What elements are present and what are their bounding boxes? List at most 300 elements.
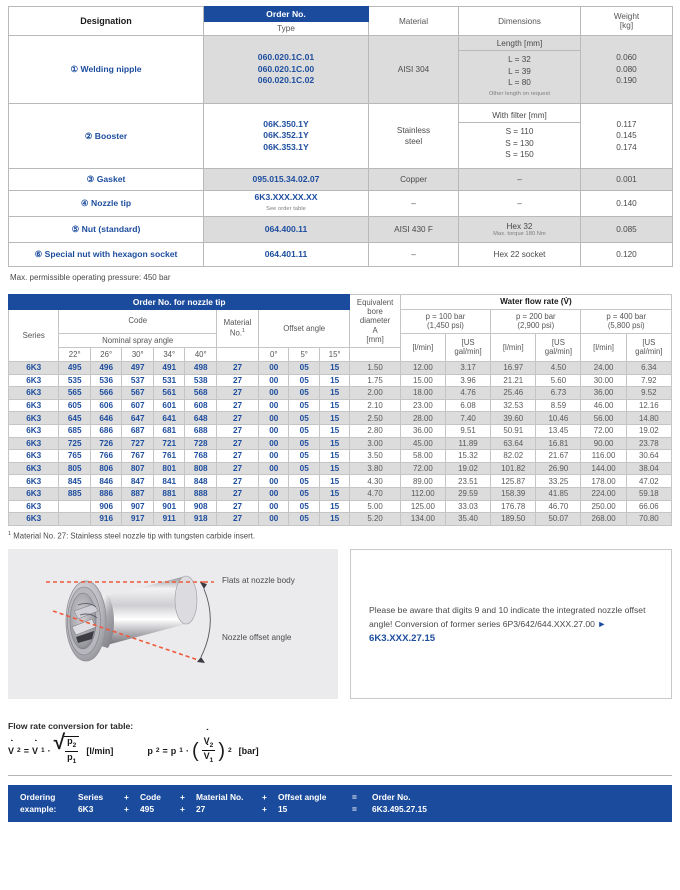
row-dimensions (459, 104, 581, 169)
cell-offset-15°: 15 (319, 437, 349, 450)
table-row (9, 412, 672, 425)
cell-code-26°: 686 (90, 424, 122, 437)
cell-flow-100-galmin: 19.02 (445, 462, 490, 475)
th-nominal-spray-angle: Nominal spray angle (59, 333, 217, 348)
order-no: 6K3.XXX.XX.XX (254, 192, 318, 202)
table-row (9, 362, 672, 375)
ordering-value-order-no: 6K3.495.27.15 (372, 804, 427, 815)
ordering-head-material: Material No. (196, 792, 244, 803)
row-designation: ⑥ Special nut with hexagon socket (9, 243, 204, 267)
cell-code-22° (59, 500, 91, 513)
th-offset-angle: Offset angle (259, 309, 350, 348)
th-weight-unit: [kg] (619, 21, 634, 30)
th-spray-angle-30: 30° (122, 348, 154, 362)
cell-series: 6K3 (9, 362, 59, 375)
cell-flow-200-galmin: 5.60 (536, 374, 581, 387)
order-table-head (9, 295, 672, 362)
cell-material-no: 27 (217, 399, 259, 412)
cell-flow-400-galmin: 12.16 (626, 399, 671, 412)
cell-flow-400-lmin: 24.00 (581, 362, 626, 375)
row-designation: ④ Nozzle tip (9, 191, 204, 217)
table-row (9, 475, 672, 488)
cell-flow-400-lmin: 72.00 (581, 424, 626, 437)
ordering-head-code: Code (140, 792, 161, 803)
th-unit-galmin-100: [US gal/min] (445, 333, 490, 362)
dim-note: Max. torque 180 Nm (493, 231, 546, 237)
cell-material-no: 27 (217, 513, 259, 526)
arrow-icon: ► (597, 618, 607, 629)
cell-bore-diameter: 4.70 (350, 487, 400, 500)
cell-flow-400-galmin: 66.06 (626, 500, 671, 513)
row-designation: ② Booster (9, 104, 204, 169)
table-row (9, 169, 673, 191)
cell-flow-100-lmin: 12.00 (400, 362, 445, 375)
weight-value: 0.060 (616, 53, 637, 63)
row-designation: ⑤ Nut (standard) (9, 217, 204, 243)
cell-flow-200-galmin: 10.46 (536, 412, 581, 425)
order-no: 06K.353.1Y (263, 141, 309, 152)
table-row (9, 387, 672, 400)
cell-material-no: 27 (217, 450, 259, 463)
cell-offset-5°: 05 (289, 450, 319, 463)
cell-flow-100-galmin: 23.51 (445, 475, 490, 488)
cell-code-34°: 721 (153, 437, 185, 450)
cell-material-no: 27 (217, 374, 259, 387)
cell-flow-400-galmin: 30.64 (626, 450, 671, 463)
weight-value: 0.190 (616, 76, 637, 86)
cell-flow-200-galmin: 33.25 (536, 475, 581, 488)
material-footnote: $^1$ Material No. 27: Stainless steel nozzle tip with tungsten carbide insert. (8, 530, 256, 541)
label-flats-at-nozzle-body: Flats at nozzle body (222, 576, 295, 586)
cell-code-34°: 641 (153, 412, 185, 425)
cell-flow-100-lmin: 89.00 (400, 475, 445, 488)
cell-bore-diameter: 1.50 (350, 362, 400, 375)
weight-value: 0.145 (616, 131, 637, 141)
th-designation: Designation (9, 7, 204, 36)
cell-offset-5°: 05 (289, 387, 319, 400)
cell-bore-diameter: 3.00 (350, 437, 400, 450)
cell-code-40°: 498 (185, 362, 217, 375)
cell-flow-400-lmin: 116.00 (581, 450, 626, 463)
cell-code-34°: 881 (153, 487, 185, 500)
ordering-value-material: 27 (196, 804, 206, 815)
cell-flow-100-lmin: 58.00 (400, 450, 445, 463)
th-spray-angle-22: 22° (59, 348, 91, 362)
cell-offset-0°: 00 (259, 462, 289, 475)
cell-offset-5°: 05 (289, 513, 319, 526)
cell-flow-200-galmin: 46.70 (536, 500, 581, 513)
dim-value: Hex 32 (506, 222, 533, 231)
cell-offset-5°: 05 (289, 424, 319, 437)
th-pressure-400: p = 400 bar (5,800 psi) (581, 309, 672, 333)
ordering-label-1: Ordering (20, 792, 56, 803)
cell-flow-200-lmin: 32.53 (491, 399, 536, 412)
square-root-icon: √ $\frac{p_2}{p_1}$ (54, 736, 80, 765)
cell-flow-100-lmin: 28.00 (400, 412, 445, 425)
table-row (9, 462, 672, 475)
row-designation: ③ Gasket (9, 169, 204, 191)
cell-code-22°: 885 (59, 487, 91, 500)
cell-offset-15°: 15 (319, 399, 349, 412)
cell-code-26°: 846 (90, 475, 122, 488)
figure-and-notice-row (8, 549, 672, 699)
weight-value: 0.080 (616, 64, 637, 74)
ordering-plus-4: + (124, 804, 129, 815)
cell-code-40°: 728 (185, 437, 217, 450)
th-unit-galmin-200: [US gal/min] (536, 333, 581, 362)
cell-bore-diameter: 5.00 (350, 500, 400, 513)
th-weight (581, 7, 673, 36)
cell-flow-200-galmin: 16.81 (536, 437, 581, 450)
notice-box (350, 549, 672, 699)
cell-flow-400-lmin: 90.00 (581, 437, 626, 450)
row-order-numbers (204, 191, 369, 217)
row-dimensions: Hex 22 socket (459, 243, 581, 267)
row-dimensions: – (459, 169, 581, 191)
th-group-order-no: Order No. for nozzle tip (9, 295, 350, 310)
cell-offset-15°: 15 (319, 513, 349, 526)
ordering-plus-1: + (124, 792, 129, 803)
cell-flow-100-lmin: 36.00 (400, 424, 445, 437)
cell-code-30°: 647 (122, 412, 154, 425)
cell-offset-0°: 00 (259, 487, 289, 500)
cell-bore-diameter: 4.30 (350, 475, 400, 488)
cell-series: 6K3 (9, 500, 59, 513)
cell-series: 6K3 (9, 412, 59, 425)
th-weight-label: Weight (613, 12, 640, 21)
cell-series: 6K3 (9, 399, 59, 412)
cell-offset-0°: 00 (259, 500, 289, 513)
row-material: Stainless steel (369, 104, 459, 169)
cell-flow-200-lmin: 63.64 (491, 437, 536, 450)
th-unit-lmin-100: [l/min] (400, 333, 445, 362)
cell-offset-0°: 00 (259, 450, 289, 463)
cell-flow-400-lmin: 56.00 (581, 412, 626, 425)
cell-flow-100-galmin: 35.40 (445, 513, 490, 526)
label-nozzle-offset-angle: Nozzle offset angle (222, 633, 292, 643)
cell-flow-400-galmin: 47.02 (626, 475, 671, 488)
cell-code-30°: 887 (122, 487, 154, 500)
cell-flow-200-galmin: 6.73 (536, 387, 581, 400)
cell-flow-200-lmin: 25.46 (491, 387, 536, 400)
cell-flow-200-galmin: 26.90 (536, 462, 581, 475)
operating-pressure-note: Max. permissible operating pressure: 450 bar (10, 273, 171, 282)
ordering-value-offset: 15 (278, 804, 288, 815)
cell-code-30°: 497 (122, 362, 154, 375)
cell-flow-100-lmin: 23.00 (400, 399, 445, 412)
dim-value: S = 130 (505, 138, 534, 148)
cell-offset-0°: 00 (259, 387, 289, 400)
cell-offset-15°: 15 (319, 362, 349, 375)
cell-material-no: 27 (217, 424, 259, 437)
row-material: AISI 430 F (369, 217, 459, 243)
ordering-head-offset: Offset angle (278, 792, 327, 803)
th-spray-angle-40: 40° (185, 348, 217, 362)
row-weight (581, 36, 673, 104)
cell-bore-diameter: 2.10 (350, 399, 400, 412)
cell-offset-15°: 15 (319, 424, 349, 437)
th-unit-lmin-200: [l/min] (491, 333, 536, 362)
cell-series: 6K3 (9, 475, 59, 488)
cell-flow-200-lmin: 176.78 (491, 500, 536, 513)
cell-code-34°: 901 (153, 500, 185, 513)
dim-header: Length [mm] (459, 37, 580, 51)
row-weight: 0.085 (581, 217, 673, 243)
cell-flow-400-lmin: 46.00 (581, 399, 626, 412)
cell-offset-0°: 00 (259, 437, 289, 450)
cell-offset-5°: 05 (289, 412, 319, 425)
cell-flow-400-galmin: 6.34 (626, 362, 671, 375)
cell-code-22°: 805 (59, 462, 91, 475)
cell-flow-400-lmin: 144.00 (581, 462, 626, 475)
ordering-plus-6: + (262, 804, 267, 815)
table-row (9, 424, 672, 437)
row-material: Copper (369, 169, 459, 191)
th-material: Material (369, 7, 459, 36)
cell-flow-200-lmin: 50.91 (491, 424, 536, 437)
cell-flow-100-lmin: 112.00 (400, 487, 445, 500)
cell-code-40°: 538 (185, 374, 217, 387)
dim-value: L = 39 (508, 66, 531, 76)
cell-flow-200-lmin: 16.97 (491, 362, 536, 375)
cell-code-34°: 841 (153, 475, 185, 488)
cell-flow-400-lmin: 36.00 (581, 387, 626, 400)
order-no: 060.020.1C.01 (257, 52, 315, 63)
table-row (9, 500, 672, 513)
ordering-plus-3: + (262, 792, 267, 803)
ordering-head-series: Series (78, 792, 104, 803)
cell-flow-200-galmin: 50.07 (536, 513, 581, 526)
components-table (8, 6, 673, 267)
cell-code-40°: 688 (185, 424, 217, 437)
cell-code-22°: 495 (59, 362, 91, 375)
cell-flow-400-lmin: 178.00 (581, 475, 626, 488)
cell-code-40°: 848 (185, 475, 217, 488)
table-row (9, 399, 672, 412)
cell-offset-5°: 05 (289, 399, 319, 412)
cell-series: 6K3 (9, 513, 59, 526)
cell-code-26°: 766 (90, 450, 122, 463)
row-order-numbers: 095.015.34.02.07 (204, 169, 369, 191)
cell-flow-200-lmin: 82.02 (491, 450, 536, 463)
ordering-value-row (20, 803, 427, 815)
cell-code-34°: 681 (153, 424, 185, 437)
cell-flow-400-lmin: 250.00 (581, 500, 626, 513)
cell-flow-100-galmin: 9.51 (445, 424, 490, 437)
cell-flow-100-galmin: 6.08 (445, 399, 490, 412)
order-number-table (8, 294, 672, 526)
cell-bore-diameter: 3.80 (350, 462, 400, 475)
cell-code-34°: 801 (153, 462, 185, 475)
cell-flow-400-galmin: 38.04 (626, 462, 671, 475)
dim-values (459, 123, 580, 163)
cell-code-26°: 806 (90, 462, 122, 475)
row-order-numbers (204, 36, 369, 104)
row-dimensions (459, 217, 581, 243)
cell-code-34°: 761 (153, 450, 185, 463)
cell-offset-0°: 00 (259, 513, 289, 526)
cell-series: 6K3 (9, 487, 59, 500)
cell-code-34°: 601 (153, 399, 185, 412)
cell-flow-200-galmin: 41.85 (536, 487, 581, 500)
cell-series: 6K3 (9, 437, 59, 450)
dim-value: L = 32 (508, 55, 531, 64)
ordering-value-code: 495 (140, 804, 154, 815)
th-offset-15: 15° (319, 348, 349, 362)
cell-material-no: 27 (217, 412, 259, 425)
cell-offset-0°: 00 (259, 412, 289, 425)
th-dimensions: Dimensions (459, 7, 581, 36)
cell-offset-5°: 05 (289, 362, 319, 375)
cell-offset-5°: 05 (289, 500, 319, 513)
cell-offset-0°: 00 (259, 374, 289, 387)
notice-text: Please be aware that digits 9 and 10 indicate the integrated nozzle offset angle! Conversion of former series 6P3/642/644.XXX.27.00 ► 6K3.XXX.27.15 (369, 604, 646, 644)
cell-material-no: 27 (217, 462, 259, 475)
cell-bore-diameter: 3.50 (350, 450, 400, 463)
row-weight (581, 104, 673, 169)
cell-offset-15°: 15 (319, 450, 349, 463)
table-row (9, 36, 673, 104)
cell-flow-400-galmin: 7.92 (626, 374, 671, 387)
cell-offset-5°: 05 (289, 374, 319, 387)
divider (8, 775, 672, 776)
cell-flow-400-lmin: 268.00 (581, 513, 626, 526)
cell-flow-200-lmin: 125.87 (491, 475, 536, 488)
cell-flow-100-lmin: 72.00 (400, 462, 445, 475)
cell-code-22°: 535 (59, 374, 91, 387)
cell-code-26°: 646 (90, 412, 122, 425)
table-row (9, 191, 673, 217)
paren-open: ( (191, 739, 199, 762)
cell-flow-400-galmin: 19.02 (626, 424, 671, 437)
cell-code-22°: 685 (59, 424, 91, 437)
cell-flow-100-galmin: 11.89 (445, 437, 490, 450)
notice-highlight: 6K3.XXX.27.15 (369, 632, 436, 644)
cell-code-34°: 531 (153, 374, 185, 387)
row-weight: 0.120 (581, 243, 673, 267)
th-spray-angle-34: 34° (153, 348, 185, 362)
cell-code-22°: 605 (59, 399, 91, 412)
cell-code-22°: 765 (59, 450, 91, 463)
cell-code-40°: 568 (185, 387, 217, 400)
row-weight: 0.001 (581, 169, 673, 191)
ordering-plus-2: + (180, 792, 185, 803)
cell-offset-15°: 15 (319, 475, 349, 488)
formula-section (8, 721, 672, 776)
cell-code-40°: 648 (185, 412, 217, 425)
row-order-numbers (204, 104, 369, 169)
cell-code-22°: 645 (59, 412, 91, 425)
cell-code-30°: 537 (122, 374, 154, 387)
cell-material-no: 27 (217, 487, 259, 500)
weight-value: 0.174 (616, 142, 637, 152)
cell-flow-100-galmin: 3.17 (445, 362, 490, 375)
dim-value: L = 80 (508, 78, 531, 87)
table-row (9, 374, 672, 387)
dim-value: S = 110 (505, 127, 534, 137)
cell-code-34°: 911 (153, 513, 185, 526)
cell-offset-5°: 05 (289, 462, 319, 475)
cell-series: 6K3 (9, 387, 59, 400)
equation-flow-rate: ˙ V 2 = ˙ V 1 · √ $\frac{p_2}{p_1}$ [l/min] (8, 736, 113, 765)
cell-code-26°: 496 (90, 362, 122, 375)
dim-value: S = 150 (505, 150, 534, 160)
ordering-equals-2: = (352, 804, 357, 815)
components-table-head (9, 7, 673, 36)
weight-value: 0.117 (616, 119, 637, 129)
cell-code-40°: 888 (185, 487, 217, 500)
row-order-numbers: 064.400.11 (204, 217, 369, 243)
table-row (9, 437, 672, 450)
cell-offset-15°: 15 (319, 387, 349, 400)
cell-code-26°: 886 (90, 487, 122, 500)
th-code: Code (59, 309, 217, 333)
row-material: – (369, 243, 459, 267)
cell-offset-15°: 15 (319, 374, 349, 387)
cell-code-40°: 768 (185, 450, 217, 463)
cell-code-26°: 566 (90, 387, 122, 400)
row-designation: ① Welding nipple (9, 36, 204, 104)
cell-flow-100-lmin: 18.00 (400, 387, 445, 400)
ordering-example-table (20, 791, 427, 815)
cell-code-34°: 561 (153, 387, 185, 400)
cell-material-no: 27 (217, 437, 259, 450)
cell-offset-0°: 00 (259, 362, 289, 375)
th-type: Type (204, 22, 369, 36)
cell-code-30°: 607 (122, 399, 154, 412)
paren-close: ) (218, 739, 225, 762)
ordering-plus-5: + (180, 804, 185, 815)
th-order-no: Order No. (204, 7, 369, 22)
cell-code-30°: 567 (122, 387, 154, 400)
row-weight: 0.140 (581, 191, 673, 217)
table-row (9, 104, 673, 169)
cell-flow-100-lmin: 15.00 (400, 374, 445, 387)
order-no: 060.020.1C.02 (257, 75, 315, 86)
cell-code-30°: 907 (122, 500, 154, 513)
ordering-head-order-no: Order No. (372, 792, 411, 803)
ordering-example-bar (8, 785, 672, 822)
cell-code-26°: 916 (90, 513, 122, 526)
formula-title: Flow rate conversion for table: (8, 721, 134, 732)
cell-flow-200-galmin: 8.59 (536, 399, 581, 412)
cell-code-30°: 847 (122, 475, 154, 488)
cell-series: 6K3 (9, 462, 59, 475)
nozzle-illustration-svg (8, 549, 338, 699)
row-dimensions: – (459, 191, 581, 217)
cell-code-30°: 727 (122, 437, 154, 450)
cell-bore-diameter: 5.20 (350, 513, 400, 526)
cell-flow-200-galmin: 13.45 (536, 424, 581, 437)
equation-pressure: p 2 = p 1 · ( ˙ $V_2$ ˙ $V_1$ ) 2 [bar] (147, 737, 258, 765)
cell-flow-100-galmin: 4.76 (445, 387, 490, 400)
cell-series: 6K3 (9, 374, 59, 387)
table-row (9, 513, 672, 526)
th-group-flow-rate: Water flow rate (V̇) (400, 295, 671, 310)
cell-flow-400-lmin: 30.00 (581, 374, 626, 387)
cell-code-26°: 726 (90, 437, 122, 450)
cell-flow-200-lmin: 189.50 (491, 513, 536, 526)
cell-code-26°: 906 (90, 500, 122, 513)
cell-offset-15°: 15 (319, 487, 349, 500)
th-pressure-200: p = 200 bar (2,900 psi) (491, 309, 581, 333)
ordering-label-2: example: (20, 804, 57, 815)
ordering-header-row (20, 791, 427, 803)
cell-material-no: 27 (217, 387, 259, 400)
cell-flow-400-galmin: 70.80 (626, 513, 671, 526)
table-row (9, 217, 673, 243)
th-material-no-blank (217, 348, 259, 362)
